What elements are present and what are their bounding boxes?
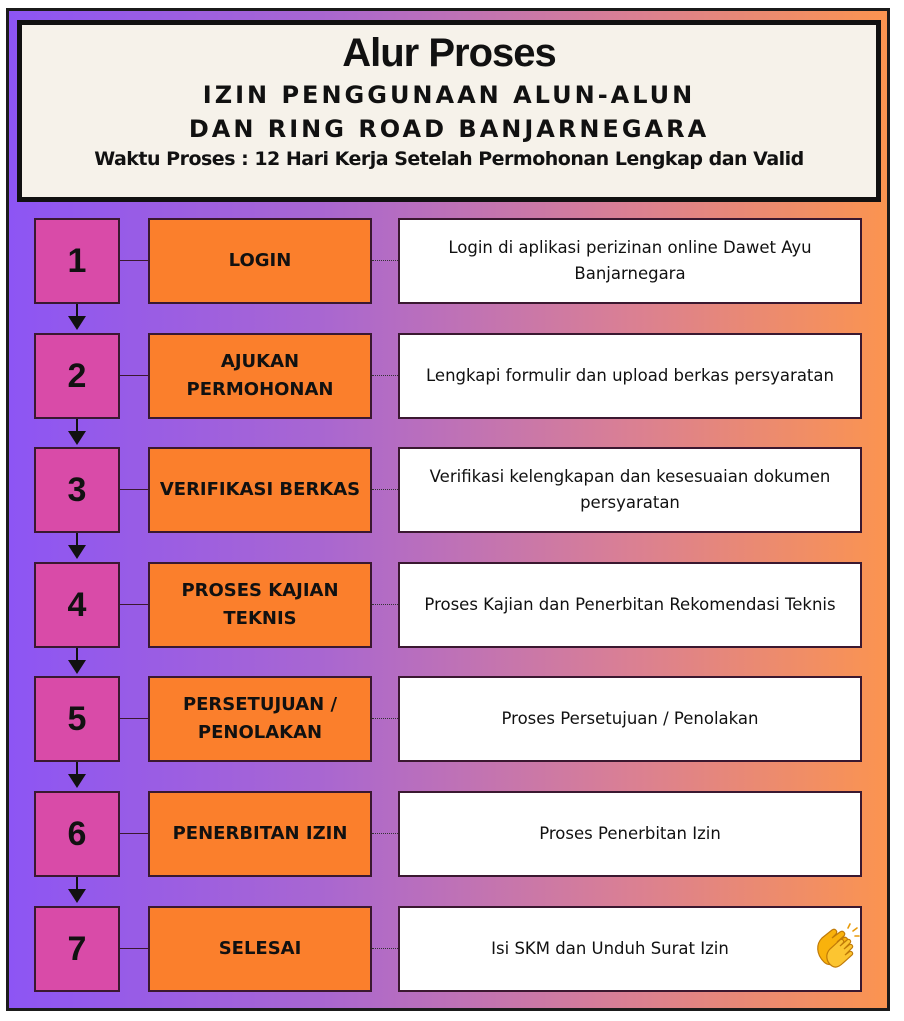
step-1 xyxy=(0,218,904,304)
step-number: 3 xyxy=(34,447,120,533)
step-description: Proses Penerbitan Izin xyxy=(398,791,862,877)
connector-dotted xyxy=(372,375,398,376)
step-number: 1 xyxy=(34,218,120,304)
arrow-down-icon xyxy=(76,533,78,547)
connector-line xyxy=(120,260,148,261)
step-description: Verifikasi kelengkapan dan kesesuaian dokumen persyaratan xyxy=(398,447,862,533)
arrow-down-icon xyxy=(76,419,78,433)
connector-line xyxy=(120,718,148,719)
step-description: Proses Persetujuan / Penolakan xyxy=(398,676,862,762)
step-description: Lengkapi formulir dan upload berkas persyaratan xyxy=(398,333,862,419)
clapping-hands-icon xyxy=(810,922,860,972)
step-number: 5 xyxy=(34,676,120,762)
arrow-down-icon xyxy=(76,304,78,318)
arrow-down-icon xyxy=(76,877,78,891)
step-description: Login di aplikasi perizinan online Dawet Ayu Banjarnegara xyxy=(398,218,862,304)
subtitle-line-1: IZIN PENGGUNAAN ALUN-ALUN xyxy=(202,81,696,109)
step-number: 2 xyxy=(34,333,120,419)
subtitle-line-2: DAN RING ROAD BANJARNEGARA xyxy=(188,115,710,143)
connector-dotted xyxy=(372,833,398,834)
header-panel xyxy=(17,20,881,202)
connector-dotted xyxy=(372,948,398,949)
connector-dotted xyxy=(372,489,398,490)
step-label: AJUKAN PERMOHONAN xyxy=(148,333,372,419)
step-5 xyxy=(0,676,904,762)
step-description: Proses Kajian dan Penerbitan Rekomendasi Teknis xyxy=(398,562,862,648)
step-number: 4 xyxy=(34,562,120,648)
step-4 xyxy=(0,562,904,648)
connector-dotted xyxy=(372,604,398,605)
step-label: PROSES KAJIAN TEKNIS xyxy=(148,562,372,648)
process-time: Waktu Proses : 12 Hari Kerja Setelah Permohonan Lengkap dan Valid xyxy=(94,148,804,170)
arrow-down-icon xyxy=(76,648,78,662)
step-number: 7 xyxy=(34,906,120,992)
step-description-text: Isi SKM dan Unduh Surat Izin xyxy=(491,939,729,958)
page-title: Alur Proses xyxy=(342,31,556,75)
step-label: VERIFIKASI BERKAS xyxy=(148,447,372,533)
connector-dotted xyxy=(372,718,398,719)
connector-line xyxy=(120,489,148,490)
step-2 xyxy=(0,333,904,419)
step-label: LOGIN xyxy=(148,218,372,304)
connector-dotted xyxy=(372,260,398,261)
step-label: PERSETUJUAN / PENOLAKAN xyxy=(148,676,372,762)
step-label: SELESAI xyxy=(148,906,372,992)
connector-line xyxy=(120,604,148,605)
connector-line xyxy=(120,948,148,949)
arrow-down-icon xyxy=(76,762,78,776)
connector-line xyxy=(120,833,148,834)
step-number: 6 xyxy=(34,791,120,877)
step-6 xyxy=(0,791,904,877)
connector-line xyxy=(120,375,148,376)
step-3 xyxy=(0,447,904,533)
step-description xyxy=(398,906,862,992)
step-label: PENERBITAN IZIN xyxy=(148,791,372,877)
step-7 xyxy=(0,906,904,992)
